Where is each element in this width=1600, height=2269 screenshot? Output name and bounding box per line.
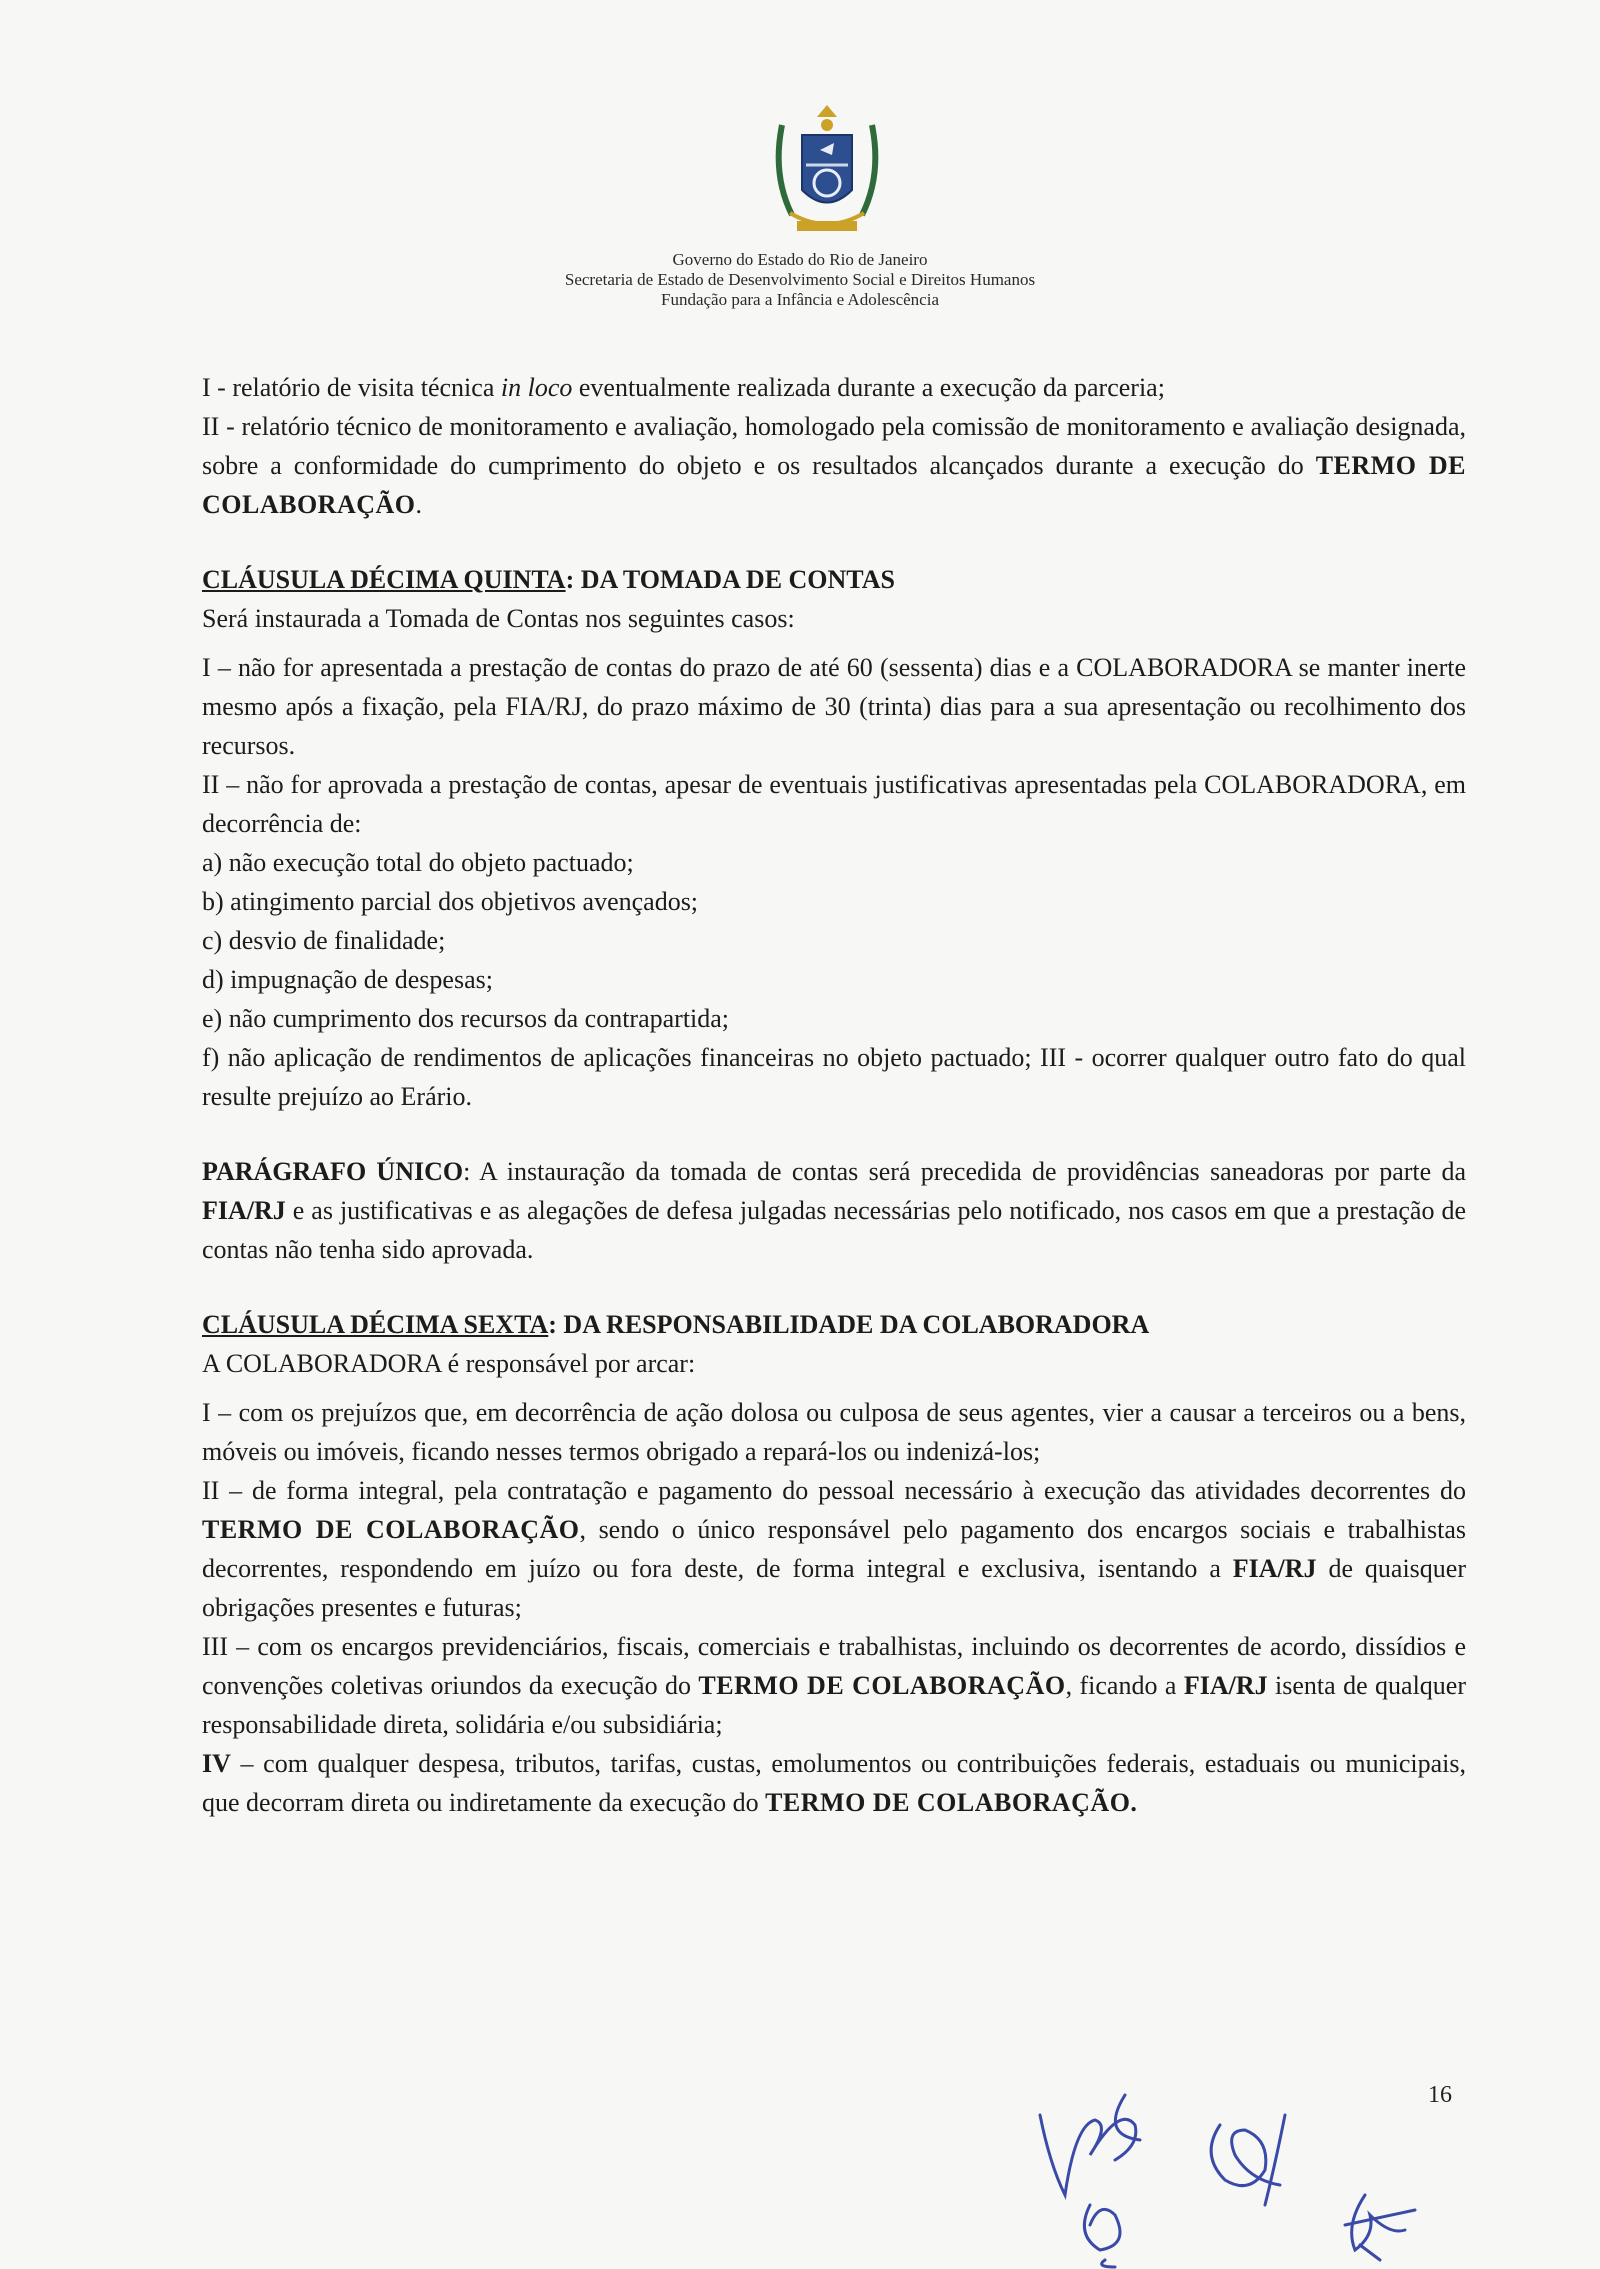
clause-16-item-1: I – com os prejuízos que, em decorrência de ação dolosa ou culposa de seus agentes, vier a causar a terceiros ou a bens, móveis ou imóveis, ficando nesses termos obrigado a repará-los ou indenizá-los; [202, 1398, 1466, 1466]
intro-item-2: II - relatório técnico de monitoramento e avaliação, homologado pela comissão de monitoramento e avaliação designada, sobre a conformidade do cumprimento do objeto e os resultados alcançados durante a execução do TERMO DE COLABORAÇÃO. [202, 412, 1466, 519]
clause-15-subitem: d) impugnação de despesas; [202, 965, 493, 994]
clause-15-subitem: a) não execução total do objeto pactuado; [202, 848, 634, 877]
letterhead-foundation: Fundação para a Infância e Adolescência [661, 290, 939, 309]
clause-15-subitem: c) desvio de finalidade; [202, 926, 446, 955]
clause-15-item-2: II – não for aprovada a prestação de contas, apesar de eventuais justificativas apresentadas pela COLABORADORA, em decorrência de: [202, 770, 1466, 838]
page-number: 16 [1428, 2082, 1452, 2108]
document-body [202, 368, 1466, 1822]
clause-16-item-2: II – de forma integral, pela contratação e pagamento do pessoal necessário à execução das atividades decorrentes do TERMO DE COLABORAÇÃO, sendo o único responsável pelo pagamento dos encargos sociais e trabalhistas decorrentes, respondendo em juízo ou fora deste, de forma integral e exclusiva, isentando a FIA/RJ de quaisquer obrigações presentes e futuras; [202, 1476, 1467, 1622]
letterhead-government: Governo do Estado do Rio de Janeiro [672, 250, 928, 269]
clause-15-subitem: b) atingimento parcial dos objetivos avençados; [202, 887, 699, 916]
letterhead-secretariat: Secretaria de Estado de Desenvolvimento Social e Direitos Humanos [564, 270, 1036, 289]
clause-16-item-3: III – com os encargos previdenciários, fiscais, comerciais e trabalhistas, incluindo os decorrentes de acordo, dissídios e convenções coletivas oriundos da execução do TERMO DE COLABORAÇÃO, ficando a FIA/RJ isenta de qualquer responsabilidade direta, solidária e/ou subsidiária; [202, 1632, 1466, 1739]
clause-15-intro: Será instaurada a Tomada de Contas nos seguintes casos: [202, 604, 795, 633]
clause-16-intro: A COLABORADORA é responsável por arcar: [202, 1349, 696, 1378]
clause-15-heading: CLÁUSULA DÉCIMA QUINTA: DA TOMADA DE CONTAS [202, 565, 895, 594]
clause-16-item-4: IV – com qualquer despesa, tributos, tarifas, custas, emolumentos ou contribuições federais, estaduais ou municipais, que decorram direta ou indiretamente da execução do TERMO DE COLABORAÇÃO. [202, 1749, 1466, 1817]
clause-16-heading: CLÁUSULA DÉCIMA SEXTA: DA RESPONSABILIDADE DA COLABORADORA [202, 1310, 1150, 1339]
handwritten-signatures-icon [1020, 2085, 1450, 2269]
paragraph-unico: PARÁGRAFO ÚNICO: A instauração da tomada de contas será precedida de providências saneadoras por parte da FIA/RJ e as justificativas e as alegações de defesa julgadas necessárias pelo notificado, nos casos em que a prestação de contas não tenha sido aprovada. [202, 1157, 1466, 1264]
intro-item-1: I - relatório de visita técnica in loco eventualmente realizada durante a execução da parceria; [202, 373, 1165, 402]
clause-15-subitem: f) não aplicação de rendimentos de aplicações financeiras no objeto pactuado; III - ocorrer qualquer outro fato do qual resulte prejuízo ao Erário. [202, 1043, 1466, 1111]
letterhead [400, 250, 1200, 310]
clause-15-subitem: e) não cumprimento dos recursos da contrapartida; [202, 1004, 730, 1033]
state-coat-of-arms-icon [762, 95, 892, 245]
clause-15-item-1: I – não for apresentada a prestação de contas do prazo de até 60 (sessenta) dias e a COLABORADORA se manter inerte mesmo após a fixação, pela FIA/RJ, do prazo máximo de 30 (trinta) dias para a sua apresentação ou recolhimento dos recursos. [202, 653, 1466, 760]
